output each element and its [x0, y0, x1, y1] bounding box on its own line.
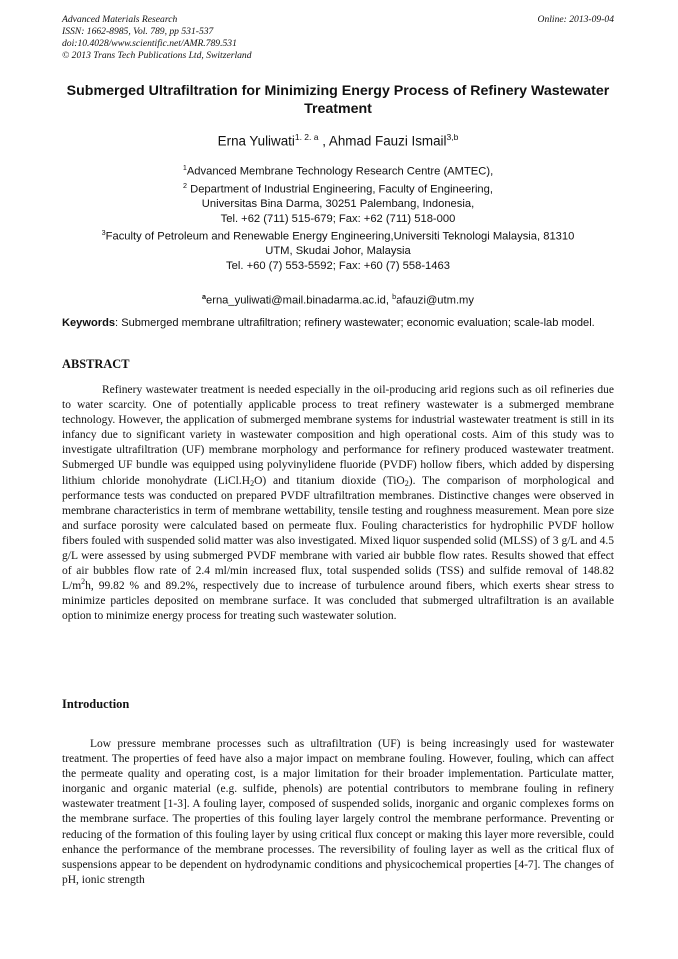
abstract-text: h, 99.82 % and 89.2%, respectively due to increase of turbulence around fibers, which exerts shear stress to minimize particles deposited on membrane surface. It was concluded that submerged ultrafiltration is an available option to minimize energy process for treating such wastewater solution.: [62, 580, 614, 623]
doi-line: doi:10.4028/www.scientific.net/AMR.789.531: [62, 38, 237, 49]
abstract-text: Refinery wastewater treatment is needed especially in the oil-producing arid regions such as oil refineries due to water scarcity. One of potentially applicable process to treat refinery wastewater is a submerged membrane technology. However, the application of submerged membrane systems for industrial wastewater treatment is still in its infancy due to significant variety in wastewater composition and high operational costs. Aim of this study was to investigate ultrafiltration (UF) membrane morphology and performance for refinery produced wastewater treatment. Submerged UF bundle was equipped using polyvinylidene fluoride (PVDF) hollow fibers, which added by dispersing lithium chloride monohydrate (LiCl.H: [62, 384, 614, 487]
email-mark: a: [202, 292, 206, 301]
keywords: [62, 317, 614, 331]
abstract-text: ). The comparison of morphological and performance tests was conducted on prepared PVDF ultrafiltration membranes. Distinctive changes were observed in membrane characteristics in term of membrane wettability, tensile testing and roughness measurement. Mean pore size and surface porosity were calculated based on permeate flux. Fouling characteristics for hydrophilic PVDF hollow fibers fouled with suspended solid matter was also investigated. Mixed liquor suspended solid (MLSS) of 3 g/L and 4.5 g/L were assessed by using submerged PVDF membrane with varied air bubble flow rates. Results showed that effect of air bubbles flow rate of 2.4 ml/min increased flux, total suspended solids (TSS) and sulfide removal of 148.82 L/m: [62, 474, 614, 593]
affiliation-mark: 2: [183, 181, 188, 191]
email-mark: b: [392, 292, 397, 301]
introduction-body: [62, 737, 614, 888]
affiliation-text: Advanced Membrane Technology Research Centre (AMTEC),: [186, 165, 494, 178]
abstract-body: [62, 383, 614, 625]
author-name: Ahmad Fauzi Ismail: [328, 133, 447, 149]
affiliation-line: Universitas Bina Darma, 30251 Palembang, Indonesia,: [201, 198, 475, 211]
abstract-heading: ABSTRACT: [62, 357, 130, 371]
email-link[interactable]: erna_yuliwati@mail.binadarma.ac.id,: [206, 294, 393, 307]
email-link[interactable]: afauzi@utm.my: [396, 294, 474, 307]
journal-header: [62, 14, 614, 62]
affiliation-line: [62, 179, 614, 197]
paper-title: Submerged Ultrafiltration for Minimizing Energy Process of Refinery Wastewater Treatment: [66, 83, 610, 117]
copyright-line: © 2013 Trans Tech Publications Ltd, Switzerland: [62, 50, 252, 61]
author-line: [62, 128, 614, 150]
keywords-label: Keywords: [62, 317, 116, 329]
author-separator: ,: [318, 133, 329, 149]
affiliation-line: Tel. +60 (7) 553-5592; Fax: +60 (7) 558-1463: [226, 259, 450, 272]
affiliation-line: Tel. +62 (711) 515-679; Fax: +62 (711) 518-000: [220, 212, 456, 225]
subscript: 2: [404, 478, 409, 488]
author-name: Erna Yuliwati: [217, 133, 295, 149]
affiliation-text: Faculty of Petroleum and Renewable Energy Engineering,Universiti Teknologi Malaysia, 81310: [105, 230, 575, 243]
affiliation-line: [62, 226, 614, 244]
subscript: 2: [250, 478, 255, 488]
affiliation-line: UTM, Skudai Johor, Malaysia: [265, 245, 411, 258]
journal-name: Advanced Materials Research: [62, 14, 178, 25]
abstract-paragraph: [62, 383, 614, 625]
author-affiliation-mark: 1. 2. a: [294, 132, 319, 142]
affiliation-mark: 1: [182, 163, 187, 172]
introduction-heading: Introduction: [62, 697, 130, 711]
superscript: 2: [81, 577, 86, 587]
author-emails: [62, 290, 614, 308]
issn-line: ISSN: 1662-8985, Vol. 789, pp 531-537: [62, 26, 214, 37]
abstract-text: O) and titanium dioxide (TiO: [254, 474, 405, 487]
affiliation-line: [62, 161, 614, 179]
keywords-text: : Submerged membrane ultrafiltration; refinery wastewater; economic evaluation; scale-lab model.: [115, 317, 595, 329]
introduction-paragraph: Low pressure membrane processes such as ultrafiltration (UF) is being increasingly used for wastewater treatment. The properties of feed have also a major impact on membrane fouling. However, fouling, which can affect the permeate quality and operating cost, is a major limitation for their broader implementation. Particulate matter, inorganic and organic material (e.g. sulfide, phenols) are potential contributors to membrane fouling in refinery wastewater treatment [1-3]. A fouling layer, composed of suspended solids, inorganic and organic complexes forms on the membrane surface. The properties of this fouling layer largely control the membrane performance. Preventing or reducing of the formation of this fouling layer by using critical flux concept or making this layer more reversible, could enhance the performance of the membrane processes. The reversibility of fouling layer as well as the critical flux of suspensions appear to be dependent on hydrodynamic conditions and physicochemical properties [4-7]. The changes of pH, ionic strength: [62, 738, 614, 886]
online-date: Online: 2013-09-04: [537, 14, 614, 25]
affiliations: [62, 161, 614, 273]
author-affiliation-mark: 3,b: [446, 132, 459, 142]
affiliation-mark: 3: [101, 228, 106, 238]
affiliation-text: Department of Industrial Engineering, Faculty of Engineering,: [187, 183, 493, 196]
